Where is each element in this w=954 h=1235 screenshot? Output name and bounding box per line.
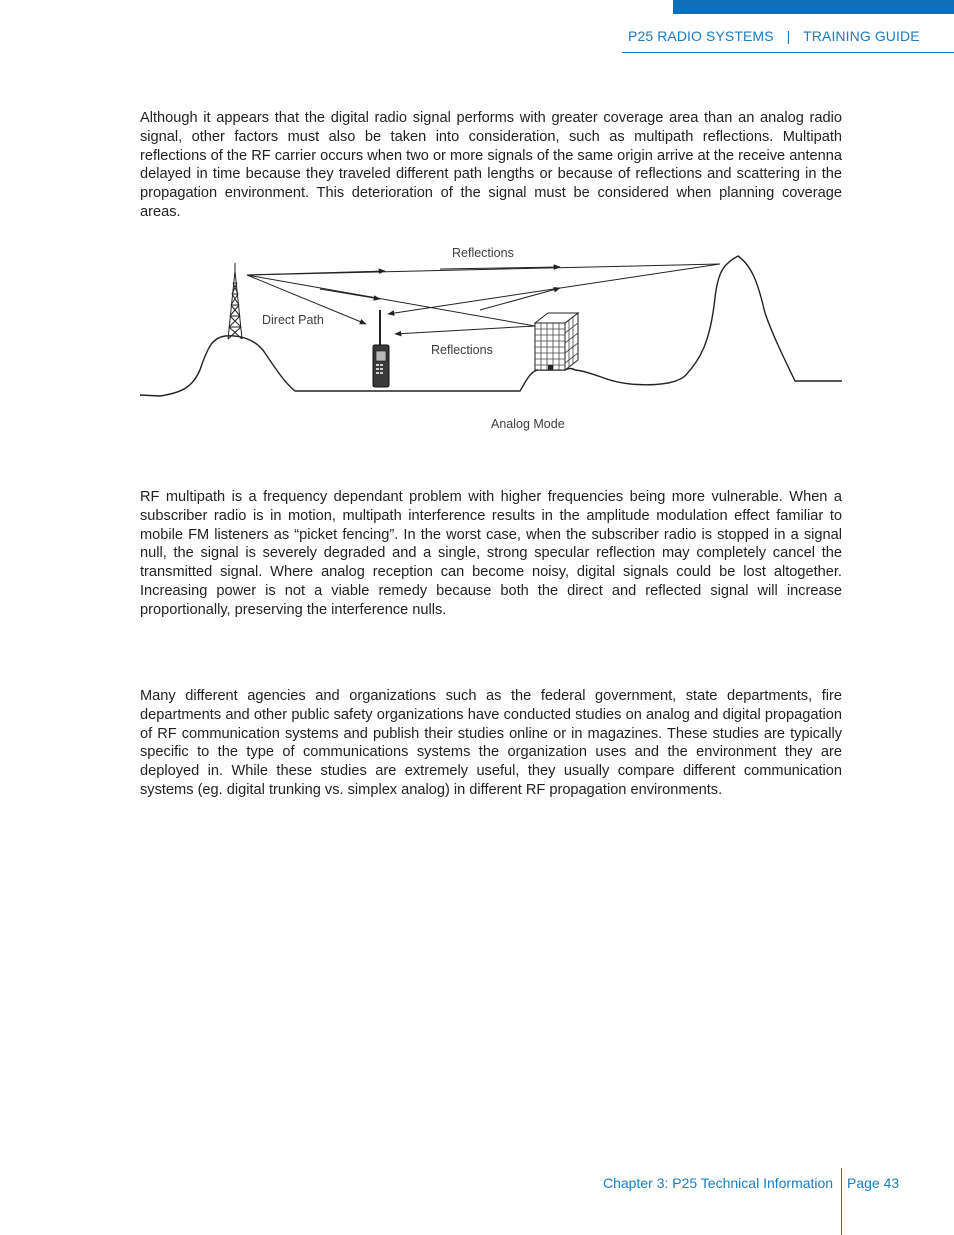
running-header <box>628 28 920 44</box>
analog-mode-figure <box>140 238 845 438</box>
paragraph-multipath-intro: Although it appears that the digital radio signal performs with greater coverage area than an analog radio signal, other factors must also be taken into consideration, such as multipath reflections. Multipath reflections of the RF carrier occurs when two or more signals of the same origin arrive at the receive antenna delayed in time because they traveled different path lengths or because of reflections and scattering in the propagation environment. This deterioration of the signal must be considered when planning coverage areas. <box>140 110 842 220</box>
footer-divider <box>841 1168 842 1235</box>
terrain-line <box>140 256 842 396</box>
transmitter-tower <box>228 263 242 339</box>
header-accent-bar <box>673 0 954 14</box>
header-subtitle: TRAINING GUIDE <box>803 28 920 44</box>
footer-chapter: Chapter 3: P25 Technical Information <box>603 1175 834 1191</box>
multipath-diagram <box>140 238 845 438</box>
header-title: P25 RADIO SYSTEMS <box>628 28 774 44</box>
figure-caption: Analog Mode <box>491 417 565 431</box>
label-reflections-bottom: Reflections <box>431 343 493 357</box>
paragraph-multipath-frequency: RF multipath is a frequency dependant problem with higher frequencies being more vulnerable. When a subscriber radio is in motion, multipath interference results in the amplitude modulation effect familiar to mobile FM listeners as “picket fencing”. In the worst case, when the subscriber radio is stopped in a signal null, the signal is severely degraded and a single, strong specular reflection may completely cancel the transmitted signal. Where analog reception can become noisy, digital signals could be lost altogether. Increasing power is not a viable remedy because both the direct and reflected signal will increase proportionally, preserving the interference nulls. <box>140 489 842 618</box>
building <box>535 313 578 370</box>
header-separator: | <box>786 28 791 44</box>
label-direct-path: Direct Path <box>262 313 324 327</box>
label-reflections-top: Reflections <box>452 246 514 260</box>
footer-page-number: Page 43 <box>847 1175 900 1191</box>
handheld-radio <box>373 310 389 387</box>
paragraph-propagation-studies: Many different agencies and organizations such as the federal government, state departments, fire departments and other public safety organizations have conducted studies on analog and digital propagation of RF communication systems and publish their studies online or in magazines. These studies are typically specific to the type of communications systems the organization uses and the environment they are deployed in. While these studies are extremely useful, they usually compare different communication systems (eg. digital trunking vs. simplex analog) in different RF propagation environments. <box>140 688 842 798</box>
header-rule <box>622 52 954 53</box>
